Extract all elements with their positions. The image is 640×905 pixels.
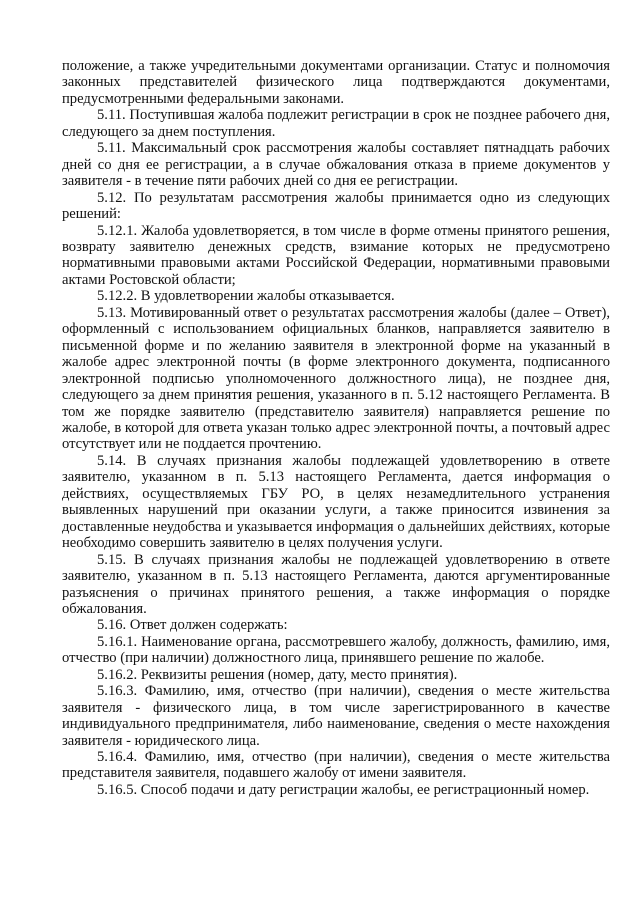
paragraph-5-11-registration: 5.11. Поступившая жалоба подлежит регистрации в срок не позднее рабочего дня, следующего за днем поступления. (62, 107, 610, 140)
paragraph-5-13: 5.13. Мотивированный ответ о результатах рассмотрения жалобы (далее – Ответ), оформленный с использованием официальных бланков, направляется заявителю в письменной форме и по желанию заявителя в электронной форме на указанный в жалобе адрес электронной почты (в форме электронного документа, подписанного электронной подписью уполномоченного должностного лица), не позднее дня, следующего за днем принятия решения, указанного в п. 5.12 настоящего Регламента. В том же порядке заявителю (представителю заявителя) направляется решение по жалобе, в которой для ответа указан только адрес электронной почты, а почтовый адрес отсутствует или не поддается прочтению. (62, 304, 610, 453)
paragraph-5-16-5: 5.16.5. Способ подачи и дату регистрации жалобы, ее регистрационный номер. (97, 781, 590, 798)
paragraph-5-15: 5.15. В случаях признания жалобы не подлежащей удовлетворению в ответе заявителю, указанном в п. 5.13 настоящего Регламента, даются аргументированные разъяснения о причинах принятого решения, а также информация о порядке обжалования. (62, 551, 610, 617)
document-page (62, 58, 610, 798)
paragraph-5-12-1: 5.12.1. Жалоба удовлетворяется, в том числе в форме отмены принятого решения, возврату заявителю денежных средств, взимание которых не предусмотрено нормативными правовыми актами Российской Федерации, нормативными правовыми актами Ростовской области; (62, 222, 610, 288)
paragraph-5-16-2: 5.16.2. Реквизиты решения (номер, дату, место принятия). (97, 666, 458, 683)
paragraph-5-12: 5.12. По результатам рассмотрения жалобы принимается одно из следующих решений: (62, 189, 610, 223)
paragraph-5-12-2: 5.12.2. В удовлетворении жалобы отказывается. (97, 288, 395, 305)
paragraph-5-16: 5.16. Ответ должен содержать: (97, 617, 288, 634)
paragraph-5-11-review-term: 5.11. Максимальный срок рассмотрения жалобы составляет пятнадцать рабочих дней со дня ее регистрации, а в случае обжалования отказа в приеме документов у заявителя - в течение пяти рабочих дней со дня ее регистрации. (62, 140, 610, 190)
paragraph-status-continuation: положение, а также учредительными документами организации. Статус и полномочия законных представителей физического лица подтверждаются документами, предусмотренными федеральными законами. (62, 58, 610, 107)
paragraph-5-16-3: 5.16.3. Фамилию, имя, отчество (при наличии), сведения о месте жительства заявителя - физического лица, в том числе зарегистрированного в качестве индивидуального предпринимателя, либо наименование, сведения о месте нахождения заявителя - юридического лица. (62, 683, 610, 749)
paragraph-5-14: 5.14. В случаях признания жалобы подлежащей удовлетворению в ответе заявителю, указанном в п. 5.13 настоящего Регламента, дается информация о действиях, осуществляемых ГБУ РО, в целях незамедлительного устранения выявленных нарушений при оказании услуги, а также приносится извинения за доставленные неудобства и указывается информация о дальнейших действиях, которые необходимо совершить заявителю в целях получения услуги. (62, 452, 610, 552)
paragraph-5-16-4: 5.16.4. Фамилию, имя, отчество (при наличии), сведения о месте жительства представителя заявителя, подавшего жалобу от имени заявителя. (62, 749, 610, 782)
paragraph-5-16-1: 5.16.1. Наименование органа, рассмотревшего жалобу, должность, фамилию, имя, отчество (при наличии) должностного лица, принявшего решение по жалобе. (62, 633, 610, 667)
